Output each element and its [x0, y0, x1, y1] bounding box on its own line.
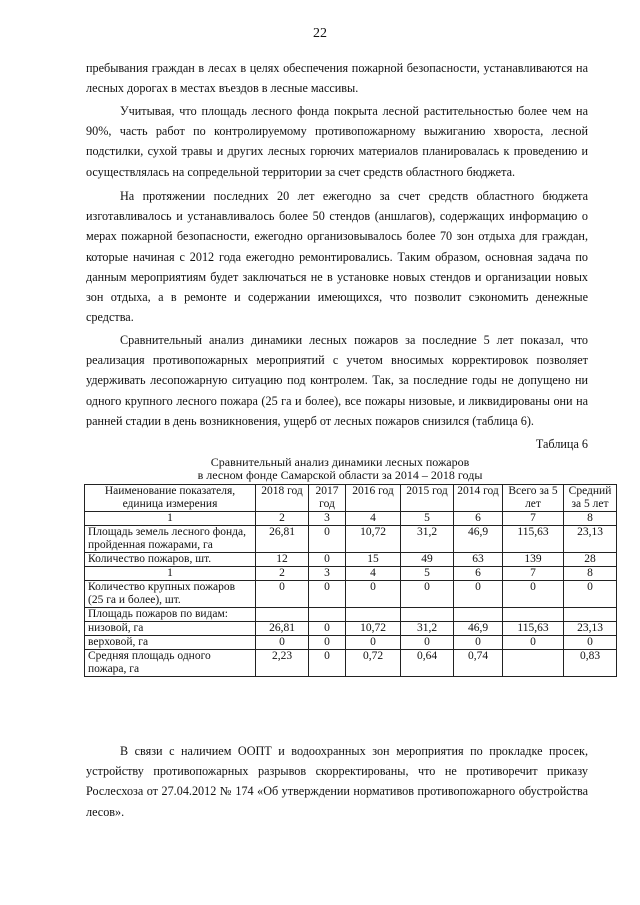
table-cell: 0	[346, 636, 401, 650]
table-cell: 115,63	[503, 622, 564, 636]
column-number: 6	[454, 512, 503, 526]
table-cell: 10,72	[346, 622, 401, 636]
column-number: 1	[85, 512, 256, 526]
table-row	[85, 650, 617, 677]
column-number: 4	[346, 512, 401, 526]
paragraph-3: На протяжении последних 20 лет ежегодно за счет средств областного бюджета изготавливалось и устанавливалось более 50 стендов (аншлагов), содержащих информацию о мерах пожарной безопасности, ежегодно организовывалось более 70 зон отдыха для граждан, которые начиная с 2012 года ежегодно ремонтировались. Таким образом, основная задача по данным мероприятиям будет заключаться не в установке новых стендов и организации новых зон отдыха, а в ремонте и содержании имеющихся, что позволит сэкономить денежные средства.	[86, 189, 588, 325]
table-cell	[503, 608, 564, 622]
table-title	[130, 456, 550, 482]
header-cell: 2016 год	[346, 485, 401, 512]
table-cell	[564, 608, 617, 622]
table-cell: 0,72	[346, 650, 401, 677]
table-cell: 31,2	[401, 622, 454, 636]
table-cell: 0	[346, 581, 401, 608]
table-header-row	[85, 485, 617, 512]
column-number: 7	[503, 512, 564, 526]
header-cell: 2014 год	[454, 485, 503, 512]
page-number: 22	[313, 26, 327, 41]
table-cell: 28	[564, 553, 617, 567]
row-label: Количество пожаров, шт.	[85, 553, 256, 567]
table-row	[85, 636, 617, 650]
table-title-line-1: Сравнительный анализ динамики лесных пожаров	[210, 455, 470, 469]
table-cell: 139	[503, 553, 564, 567]
table-cell: 0	[309, 622, 346, 636]
row-label: Площадь пожаров по видам:	[85, 608, 256, 622]
table-cell: 0	[309, 636, 346, 650]
table-cell: 0	[256, 636, 309, 650]
table-cell	[256, 608, 309, 622]
table-cell: 0	[401, 636, 454, 650]
table-cell: 0	[309, 650, 346, 677]
table-cell	[454, 608, 503, 622]
table-cell: 0	[503, 636, 564, 650]
table-cell: 0	[309, 581, 346, 608]
table-cell: 26,81	[256, 622, 309, 636]
table-row	[85, 553, 617, 567]
column-number: 5	[401, 567, 454, 581]
row-label: Количество крупных пожаров (25 га и более), шт.	[85, 581, 256, 608]
table-cell: 10,72	[346, 526, 401, 553]
table-cell: 0	[256, 581, 309, 608]
table-cell: 0	[564, 581, 617, 608]
table-cell: 12	[256, 553, 309, 567]
table-cell: 0	[564, 636, 617, 650]
row-label: Средняя площадь одного пожара, га	[85, 650, 256, 677]
table-cell: 0,64	[401, 650, 454, 677]
table-row	[85, 608, 617, 622]
column-number: 8	[564, 567, 617, 581]
column-number-row	[85, 512, 617, 526]
table-cell: 115,63	[503, 526, 564, 553]
table-cell	[503, 650, 564, 677]
table-cell: 0,83	[564, 650, 617, 677]
row-label: верховой, га	[85, 636, 256, 650]
table-cell: 0,74	[454, 650, 503, 677]
table-cell: 46,9	[454, 622, 503, 636]
table-title-line-2: в лесном фонде Самарской области за 2014 – 2018 годы	[197, 468, 483, 482]
table-cell: 0	[401, 581, 454, 608]
table-cell: 0	[454, 581, 503, 608]
column-number-row	[85, 567, 617, 581]
column-number: 7	[503, 567, 564, 581]
table-cell: 23,13	[564, 526, 617, 553]
table-cell: 23,13	[564, 622, 617, 636]
column-number: 5	[401, 512, 454, 526]
header-cell: 2018 год	[256, 485, 309, 512]
paragraph-5: В связи с наличием ООПТ и водоохранных зон мероприятия по прокладке просек, устройству противопожарных разрывов скорректированы, что не противоречит приказу Рослесхоза от 27.04.2012 № 174 «Об утверждении нормативов противопожарного обустройства лесов».	[86, 744, 588, 819]
paragraph-4: Сравнительный анализ динамики лесных пожаров за последние 5 лет показал, что реализация противопожарных мероприятий с учетом вносимых корректировок позволяет удерживать лесопожарную ситуацию под контролем. Так, за последние годы не допущено ни одного крупного лесного пожара (25 га и более), все пожары низовые, и ликвидированы они на ранней стадии в день возникновения, ущерб от лесных пожаров снизился (таблица 6).	[86, 333, 588, 428]
fire-statistics-table	[84, 484, 617, 677]
column-number: 2	[256, 567, 309, 581]
column-number: 1	[85, 567, 256, 581]
table-label: Таблица 6	[535, 437, 588, 451]
table-cell: 46,9	[454, 526, 503, 553]
paragraph-2: Учитывая, что площадь лесного фонда покрыта лесной растительностью более чем на 90%, часть работ по контролируемому противопожарному выжиганию хвороста, лесной подстилки, сухой травы и других лесных горючих материалов планировалась к проведению и осуществлялась на сопредельной территории за счет средств областного бюджета.	[86, 104, 588, 179]
column-number: 8	[564, 512, 617, 526]
column-number: 4	[346, 567, 401, 581]
column-number: 2	[256, 512, 309, 526]
table-cell: 0	[309, 526, 346, 553]
column-number: 3	[309, 567, 346, 581]
paragraph-1: пребывания граждан в лесах в целях обеспечения пожарной безопасности, устанавливаются на лесных дорогах в местах въездов в лесные массивы.	[86, 61, 588, 96]
table-cell	[309, 608, 346, 622]
table-cell: 0	[309, 553, 346, 567]
column-number: 3	[309, 512, 346, 526]
column-number: 6	[454, 567, 503, 581]
header-cell: Средний за 5 лет	[564, 485, 617, 512]
row-label: низовой, га	[85, 622, 256, 636]
table-cell: 26,81	[256, 526, 309, 553]
table-cell: 0	[503, 581, 564, 608]
table-cell: 31,2	[401, 526, 454, 553]
row-label: Площадь земель лесного фонда, пройденная пожарами, га	[85, 526, 256, 553]
table-row	[85, 581, 617, 608]
table-cell: 15	[346, 553, 401, 567]
table-cell: 63	[454, 553, 503, 567]
table-cell	[346, 608, 401, 622]
header-cell: 2017 год	[309, 485, 346, 512]
table-cell: 2,23	[256, 650, 309, 677]
header-cell: Наименование показателя, единица измерения	[85, 485, 256, 512]
table-row	[85, 622, 617, 636]
table-cell	[401, 608, 454, 622]
table-cell: 0	[454, 636, 503, 650]
header-cell: 2015 год	[401, 485, 454, 512]
table-cell: 49	[401, 553, 454, 567]
header-cell: Всего за 5 лет	[503, 485, 564, 512]
table-row	[85, 526, 617, 553]
